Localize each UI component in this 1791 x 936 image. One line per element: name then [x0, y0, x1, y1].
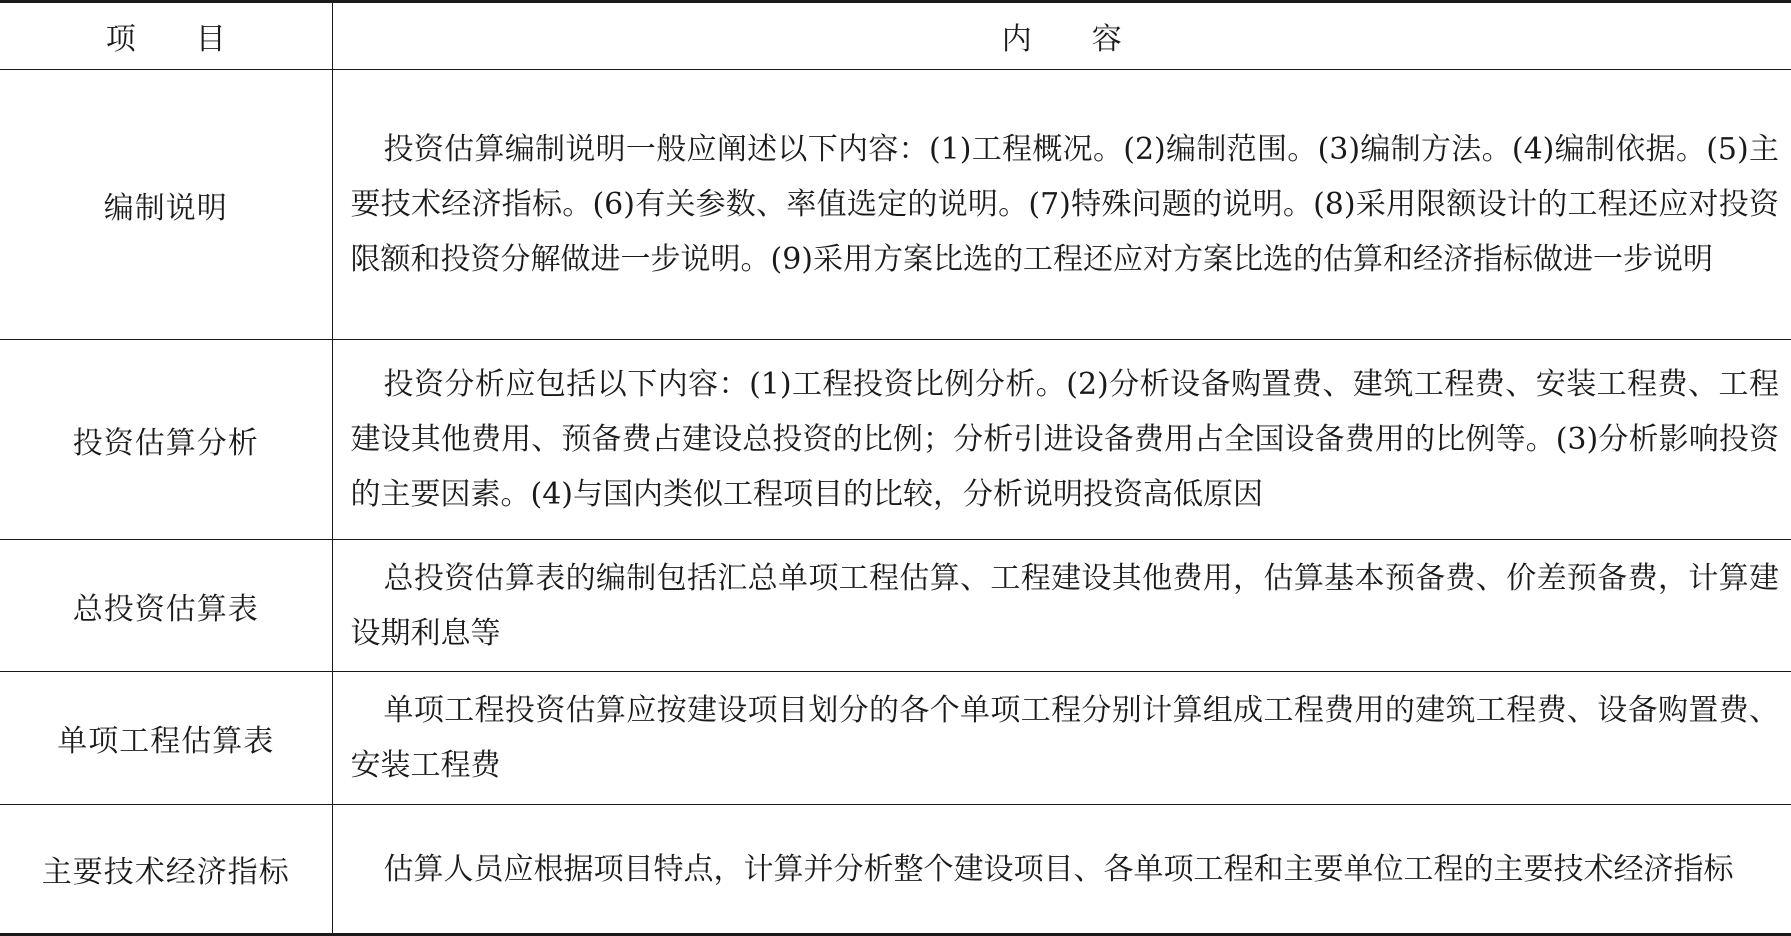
- row-content-text: 总投资估算表的编制包括汇总单项工程估算、工程建设其他费用，估算基本预备费、价差预备费，计算建设期利息等: [332, 540, 1791, 672]
- table-row: [0, 340, 1791, 540]
- row-item-label: 投资估算分析: [0, 340, 332, 540]
- table-row: [0, 805, 1791, 935]
- row-item-label: 单项工程估算表: [0, 672, 332, 805]
- row-item-label: 编制说明: [0, 70, 332, 340]
- table-header-row: [0, 2, 1791, 70]
- table-row: [0, 540, 1791, 672]
- table-row: [0, 672, 1791, 805]
- header-content: 内 容: [332, 2, 1791, 70]
- row-item-label: 主要技术经济指标: [0, 805, 332, 935]
- row-item-label: 总投资估算表: [0, 540, 332, 672]
- table-row: [0, 70, 1791, 340]
- row-content-text: 投资估算编制说明一般应阐述以下内容：(1)工程概况。(2)编制范围。(3)编制方法。(4)编制依据。(5)主要技术经济指标。(6)有关参数、率值选定的说明。(7)特殊问题的说明。(8)采用限额设计的工程还应对投资限额和投资分解做进一步说明。(9)采用方案比选的工程还应对方案比选的估算和经济指标做进一步说明: [332, 70, 1791, 340]
- row-content-text: 投资分析应包括以下内容：(1)工程投资比例分析。(2)分析设备购置费、建筑工程费、安装工程费、工程建设其他费用、预备费占建设总投资的比例；分析引进设备费用占全国设备费用的比例等。(3)分析影响投资的主要因素。(4)与国内类似工程项目的比较，分析说明投资高低原因: [332, 340, 1791, 540]
- header-item: 项 目: [0, 2, 332, 70]
- row-content-text: 估算人员应根据项目特点，计算并分析整个建设项目、各单项工程和主要单位工程的主要技术经济指标: [332, 805, 1791, 935]
- row-content-text: 单项工程投资估算应按建设项目划分的各个单项工程分别计算组成工程费用的建筑工程费、设备购置费、安装工程费: [332, 672, 1791, 805]
